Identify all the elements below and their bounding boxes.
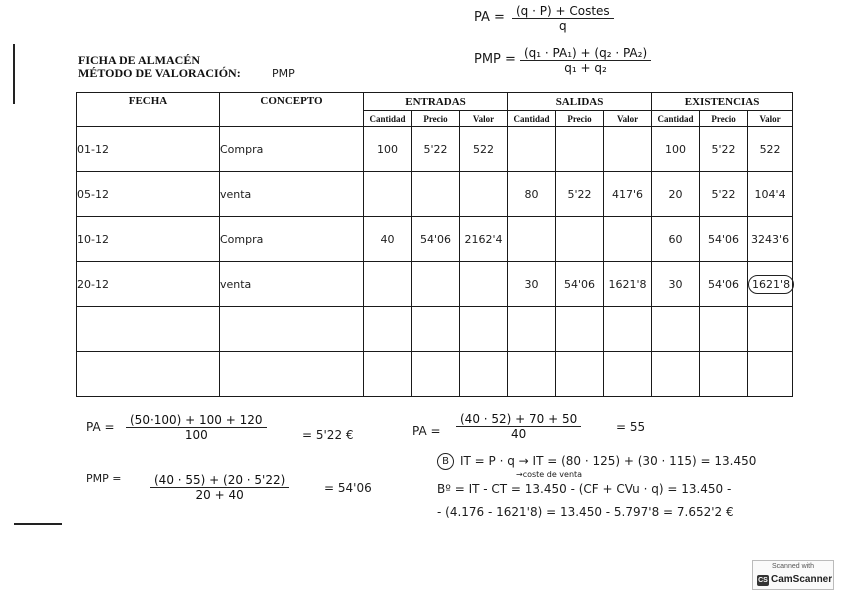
cell-existencias-precio: 54'06	[700, 262, 748, 307]
header-entradas: ENTRADAS	[364, 93, 508, 111]
cell-entradas-precio	[412, 307, 460, 352]
cell-entradas-valor	[460, 352, 508, 397]
cell-concepto: venta	[220, 172, 364, 217]
profit-calculation-line: Bº = IT - CT = 13.450 - (CF + CVu · q) = 13.450 -	[437, 482, 732, 496]
cell-salidas-cantidad: 30	[508, 262, 556, 307]
cell-entradas-precio	[412, 262, 460, 307]
pa-formula-denominator: q	[559, 19, 567, 33]
pa1-label: PA =	[86, 420, 115, 434]
cell-existencias-precio: 5'22	[700, 127, 748, 172]
cell-salidas-cantidad: 80	[508, 172, 556, 217]
cell-entradas-valor	[460, 172, 508, 217]
subheader-valor: Valor	[604, 111, 652, 127]
cell-existencias-valor	[748, 262, 793, 307]
pmp-calc-label: PMP =	[86, 472, 122, 485]
table-row	[77, 262, 793, 307]
subheader-cantidad: Cantidad	[508, 111, 556, 127]
subheader-valor: Valor	[748, 111, 793, 127]
header-existencias: EXISTENCIAS	[652, 93, 793, 111]
cell-concepto: Compra	[220, 127, 364, 172]
pmp-formula-denominator: q₁ + q₂	[564, 61, 607, 75]
cell-entradas-precio: 5'22	[412, 127, 460, 172]
pa2-denominator: 40	[510, 427, 527, 441]
cell-entradas-cantidad: 40	[364, 217, 412, 262]
cell-fecha	[77, 352, 220, 397]
subheader-cantidad: Cantidad	[364, 111, 412, 127]
pa1-numerator: (50·100) + 100 + 120	[126, 413, 267, 428]
scanned-with-text: Scanned with	[771, 563, 815, 570]
cell-existencias-valor	[748, 307, 793, 352]
pa1-denominator: 100	[184, 428, 208, 442]
cell-salidas-precio	[556, 217, 604, 262]
camscanner-brand: CamScanner	[771, 574, 833, 585]
cell-salidas-cantidad	[508, 307, 556, 352]
subheader-precio: Precio	[556, 111, 604, 127]
cell-salidas-precio	[556, 127, 604, 172]
b-marker: B	[437, 453, 454, 470]
cell-fecha: 05-12	[77, 172, 220, 217]
cell-existencias-valor: 104'4	[748, 172, 793, 217]
cell-fecha: 01-12	[77, 127, 220, 172]
cell-existencias-precio: 54'06	[700, 217, 748, 262]
header-concepto: CONCEPTO	[220, 93, 364, 127]
cell-fecha: 20-12	[77, 262, 220, 307]
cell-concepto	[220, 352, 364, 397]
cell-existencias-cantidad: 30	[652, 262, 700, 307]
scan-edge-left	[13, 44, 15, 104]
subheader-precio: Precio	[412, 111, 460, 127]
income-calculation-line: IT = P · q → IT = (80 · 125) + (30 · 115) = 13.450	[460, 454, 757, 468]
pa2-numerator: (40 · 52) + 70 + 50	[456, 412, 581, 427]
header-salidas: SALIDAS	[508, 93, 652, 111]
sheet-title: FICHA DE ALMACÉN	[78, 53, 201, 67]
pmp-calc-fraction	[150, 473, 289, 502]
pmp-formula-label: PMP =	[474, 52, 516, 67]
final-result-line: - (4.176 - 1621'8) = 13.450 - 5.797'8 = 7.652'2 €	[437, 505, 734, 519]
cell-salidas-cantidad	[508, 217, 556, 262]
table-row	[77, 172, 793, 217]
cell-entradas-valor: 2162'4	[460, 217, 508, 262]
cell-existencias-cantidad: 60	[652, 217, 700, 262]
circled-final-value: 1621'8	[748, 275, 794, 294]
pa-formula-label: PA =	[474, 10, 505, 25]
cell-salidas-precio: 5'22	[556, 172, 604, 217]
cell-salidas-cantidad	[508, 127, 556, 172]
coste-de-venta-note: →coste de venta	[516, 470, 583, 479]
valuation-method-label: MÉTODO DE VALORACIÓN:	[78, 66, 241, 80]
cell-salidas-valor: 1621'8	[604, 262, 652, 307]
cell-concepto: Compra	[220, 217, 364, 262]
pmp-calc-result: = 54'06	[324, 481, 372, 495]
cell-existencias-precio	[700, 307, 748, 352]
table-row	[77, 307, 793, 352]
cell-salidas-precio	[556, 352, 604, 397]
cell-entradas-precio: 54'06	[412, 217, 460, 262]
cell-salidas-precio: 54'06	[556, 262, 604, 307]
cell-entradas-valor: 522	[460, 127, 508, 172]
camscanner-icon: CS	[758, 577, 768, 584]
table-row	[77, 352, 793, 397]
cell-existencias-precio	[700, 352, 748, 397]
subheader-valor: Valor	[460, 111, 508, 127]
pmp-formula-fraction	[520, 46, 651, 75]
subheader-precio: Precio	[700, 111, 748, 127]
header-fecha: FECHA	[77, 93, 220, 127]
cell-entradas-precio	[412, 352, 460, 397]
cell-salidas-valor: 417'6	[604, 172, 652, 217]
cell-salidas-valor	[604, 127, 652, 172]
cell-salidas-precio	[556, 307, 604, 352]
valuation-method-value: PMP	[272, 67, 295, 80]
cell-concepto: venta	[220, 262, 364, 307]
pa1-fraction	[126, 413, 267, 442]
pa-formula-fraction	[512, 4, 614, 33]
pa1-result: = 5'22 €	[302, 428, 354, 442]
cell-salidas-valor	[604, 217, 652, 262]
cell-salidas-valor	[604, 307, 652, 352]
cell-salidas-valor	[604, 352, 652, 397]
cell-existencias-cantidad: 100	[652, 127, 700, 172]
cell-entradas-cantidad: 100	[364, 127, 412, 172]
pmp-calc-numerator: (40 · 55) + (20 · 5'22)	[150, 473, 289, 488]
table-row	[77, 127, 793, 172]
cell-salidas-cantidad	[508, 352, 556, 397]
cell-existencias-cantidad	[652, 352, 700, 397]
cell-entradas-cantidad	[364, 172, 412, 217]
camscanner-badge	[752, 560, 834, 590]
cell-existencias-cantidad: 20	[652, 172, 700, 217]
cell-entradas-valor	[460, 307, 508, 352]
pmp-formula-numerator: (q₁ · PA₁) + (q₂ · PA₂)	[520, 46, 651, 61]
pa2-fraction	[456, 412, 581, 441]
cell-fecha: 10-12	[77, 217, 220, 262]
pmp-calc-denominator: 20 + 40	[195, 488, 244, 502]
cell-entradas-cantidad	[364, 262, 412, 307]
cell-entradas-valor	[460, 262, 508, 307]
cell-existencias-precio: 5'22	[700, 172, 748, 217]
cell-concepto	[220, 307, 364, 352]
cell-existencias-valor: 3243'6	[748, 217, 793, 262]
cell-entradas-precio	[412, 172, 460, 217]
pa2-result: = 55	[616, 420, 646, 434]
cell-existencias-cantidad	[652, 307, 700, 352]
cell-existencias-valor: 522	[748, 127, 793, 172]
cell-existencias-valor	[748, 352, 793, 397]
cell-fecha	[77, 307, 220, 352]
cell-entradas-cantidad	[364, 352, 412, 397]
subheader-cantidad: Cantidad	[652, 111, 700, 127]
pa-formula-numerator: (q · P) + Costes	[512, 4, 614, 19]
scan-edge-bottom	[14, 523, 62, 525]
pa2-label: PA =	[412, 424, 441, 438]
cell-entradas-cantidad	[364, 307, 412, 352]
warehouse-ledger-table	[76, 92, 793, 397]
table-row	[77, 217, 793, 262]
